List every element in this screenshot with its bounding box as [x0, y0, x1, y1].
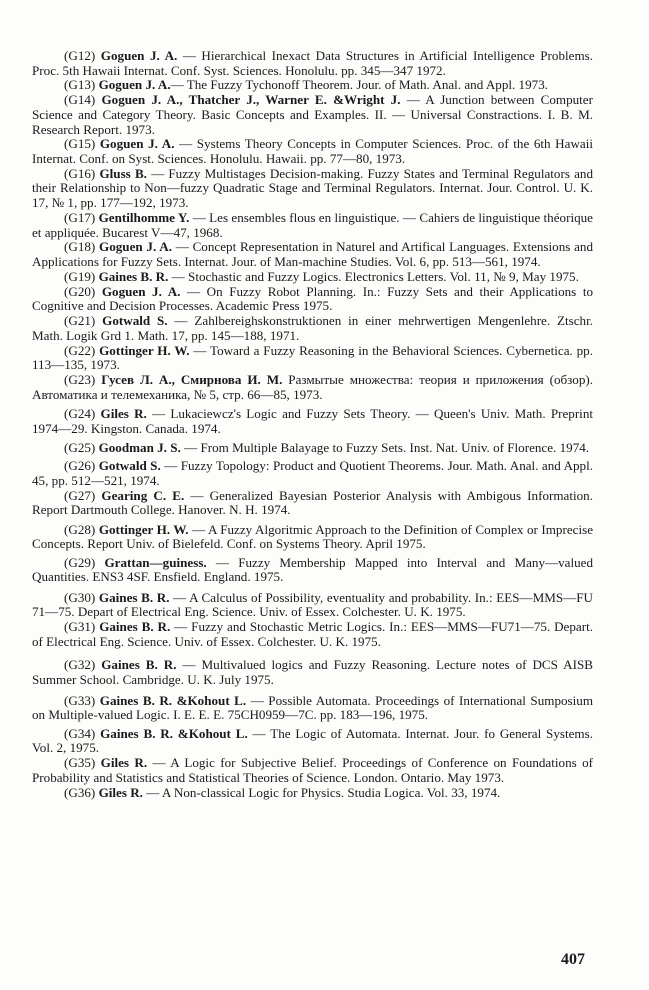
entry-text: — A Junction between Computer Science and Category Theory. Basic Concepts and Examples. II. — Universal Constractions. I. B. M. Research Report. 1973.: [32, 92, 593, 137]
entry-text: — Fuzzy Multistages Decision-making. Fuzzy States and Terminal Regulators and their Relationship to Non—fuzzy Quadratic Stage and Terminal Regulators. Internat. Jour. Control. U. K. 17, № 1, pp. 177—192, 1973.: [32, 165, 593, 211]
entry-text: — Possible Automata. Proceedings of International Sumposium on Multiple-valued Logic. I. E. E. E. 75CH0959—7C. pp. 183—196, 1975.: [32, 692, 593, 723]
entry-text: — Zahlbereighskonstruktionen in einer mehrwertigen Mengenlehre. Ztschr. Math. Logik Grd 1. Math. 17, pp. 145—188, 1971.: [32, 313, 593, 343]
bib-entry: [32, 49, 593, 78]
entry-tag: (G34): [64, 725, 96, 741]
bib-entry: [32, 211, 593, 240]
entry-authors: Goguen J. A.: [99, 136, 175, 152]
entry-text: — A Non-classical Logic for Physics. Studia Logica. Vol. 33, 1974.: [142, 784, 501, 800]
entry-text: — Fuzzy and Stochastic Metric Logics. In.: EES—MMS—FU71—75. Depart. of Electrical Eng. Science. Univ. of Essex. Colchester. U. K. 1975.: [32, 619, 594, 649]
entry-authors: Gaines B. R.: [98, 268, 169, 284]
entry-authors: Giles R.: [100, 406, 147, 422]
entry-text: — The Logic of Automata. Internat. Jour. fo General Systems. Vol. 2, 1975.: [32, 725, 593, 756]
entry-tag: (G21): [64, 313, 96, 329]
bib-entry: [32, 314, 593, 343]
entry-authors: Goguen J. A.: [98, 77, 171, 93]
entry-text: — The Fuzzy Tychonoff Theorem. Jour. of Math. Anal. and Appl. 1973.: [170, 77, 549, 93]
bib-entry: [32, 694, 593, 723]
entry-authors: Gluss B.: [99, 165, 147, 181]
bib-entry: [32, 441, 593, 456]
entry-tag: (G14): [64, 92, 96, 108]
entry-authors: Gaines B. R.: [98, 589, 170, 605]
entry-authors: Goguen J. A.: [99, 239, 172, 255]
entry-tag: (G12): [64, 48, 96, 63]
entry-tag: (G35): [64, 755, 96, 771]
bib-entry: [32, 93, 593, 137]
entry-text: — A Calculus of Possibility, eventuality and probability. In.: EES—MMS—FU 71—75. Depart of Electrical Eng. Science. Univ. of Essex. Colchester. U. K. 1975.: [32, 589, 593, 620]
bib-entry: [32, 285, 593, 314]
entry-authors: Giles R.: [98, 784, 143, 800]
entry-authors: Gaines B. R.: [99, 619, 171, 635]
entry-text: — Generalized Bayesian Posterior Analysis with Ambigous Information. Report Dartmouth College. Hanover. N. H. 1974.: [32, 487, 593, 518]
bib-entry: [32, 727, 593, 756]
bib-entry: [32, 658, 593, 687]
bib-entry: [32, 786, 593, 801]
entry-authors: Gaines B. R.: [101, 657, 177, 673]
entry-authors: Gottinger H. W.: [99, 342, 190, 358]
entry-tag: (G26): [64, 458, 96, 474]
entry-tag: (G27): [64, 487, 96, 503]
entry-authors: Giles R.: [100, 755, 148, 771]
entry-tag: (G22): [64, 342, 96, 358]
bib-entry: [32, 78, 593, 93]
entry-authors: Gentilhomme Y.: [98, 209, 190, 225]
entry-tag: (G36): [64, 784, 96, 800]
bib-entry: [32, 407, 593, 436]
bib-entry: [32, 137, 593, 166]
entry-tag: (G28): [64, 521, 96, 537]
bib-entry: [32, 344, 593, 373]
entry-tag: (G17): [64, 209, 96, 225]
bib-entry: [32, 620, 593, 649]
entry-text: — Concept Representation in Naturel and Artifical Languages. Extensions and Applications for Fuzzy Sets. Internat. Jour. of Man-machine Studies. Vol. 6, pp. 513—561, 1974.: [32, 239, 594, 269]
entry-tag: (G20): [64, 283, 96, 299]
bib-entry: [32, 756, 593, 785]
bib-entry: [32, 240, 593, 269]
entry-text: — Toward a Fuzzy Reasoning in the Behavioral Sciences. Cybernetica. pp. 113—135, 1973.: [32, 342, 593, 373]
bib-entry: [32, 270, 593, 285]
entry-tag: (G15): [64, 136, 96, 152]
entry-text: — A Logic for Subjective Belief. Proceedings of Conference on Foundations of Probability and Statistics and Statistical Theories of Science. London. Ontario. May 1973.: [32, 755, 593, 785]
entry-tag: (G31): [64, 619, 96, 635]
bib-entry: [32, 373, 593, 402]
entry-tag: (G33): [64, 692, 96, 708]
entry-text: — Stochastic and Fuzzy Logics. Electronics Letters. Vol. 11, № 9, May 1975.: [168, 268, 579, 284]
entry-text: — Fuzzy Topology: Product and Quotient Theorems. Jour. Math. Anal. and Appl. 45, pp. 512—521, 1974.: [32, 458, 593, 488]
entry-tag: (G30): [64, 589, 96, 605]
entry-authors: Gotwald S.: [98, 458, 161, 474]
entry-text: — A Fuzzy Algoritmic Approach to the Definition of Complex or Imprecise Concepts. Report Univ. of Bielefeld. Conf. on Systems Theory. April 1975.: [32, 521, 594, 552]
entry-authors: Gottinger H. W.: [98, 521, 189, 537]
entry-tag: (G32): [64, 657, 96, 673]
page-number: 407: [561, 951, 585, 968]
entry-text: — Les ensembles flous en linguistique. — Cahiers de linguistique théorique et appliquée. Bucarest V—47, 1968.: [32, 209, 593, 240]
entry-tag: (G19): [64, 268, 96, 284]
entry-text: — Systems Theory Concepts in Computer Sciences. Proc. of the 6th Hawaii Internat. Conf. on Syst. Sciences. Honolulu. Hawaii. pp. 77—80, 1973.: [32, 136, 593, 166]
entry-authors: Gaines B. R. &Kohout L.: [99, 692, 247, 708]
entry-authors: Gotwald S.: [102, 313, 168, 329]
entry-tag: (G23): [64, 372, 96, 388]
entry-authors: Goguen J. A.: [101, 283, 181, 299]
entry-tag: (G25): [64, 439, 96, 455]
entry-authors: Goguen J. A., Thatcher J., Warner E. &Wright J.: [101, 92, 401, 108]
entry-text: — Lukaciewcz's Logic and Fuzzy Sets Theory. — Queen's Univ. Math. Preprint 1974—29. Kingston. Canada. 1974.: [32, 406, 593, 436]
entry-authors: Goguen J. A.: [100, 48, 178, 63]
entry-text: Размытые множества: теория и приложения (обзор). Автоматика и телемеханика, № 5, стр. 66—85, 1973.: [32, 372, 593, 402]
bib-entry: [32, 523, 593, 552]
entry-text: — Fuzzy Membership Mapped into Interval and Many—valued Quantities. ENS3 4SF. Ensfield. England. 1975.: [32, 554, 593, 585]
entry-authors: Grattan—guiness.: [104, 554, 207, 570]
entry-text: — Hierarchical Inexact Data Structures in Artificial Intelligence Problems. Proc. 5th Hawaii Internat. Conf. Syst. Sciences. Honolulu. pp. 345—347 1972.: [32, 48, 593, 78]
entry-authors: Гусев Л. А., Смирнова И. М.: [101, 372, 283, 388]
bib-entry: [32, 459, 593, 488]
entry-text: — On Fuzzy Robot Planning. In.: Fuzzy Sets and their Applications to Cognitive and Decision Processes. Academic Press 1975.: [32, 283, 594, 314]
entry-tag: (G24): [64, 406, 96, 422]
entry-text: — From Multiple Balayage to Fuzzy Sets. Inst. Nat. Univ. of Florence. 1974.: [180, 439, 590, 455]
bib-entry: [32, 489, 593, 518]
bib-entry: [32, 167, 593, 211]
entry-text: — Multivalued logics and Fuzzy Reasoning. Lecture notes of DCS AISB Summer School. Cambridge. U. K. July 1975.: [32, 657, 594, 687]
bib-entry: [32, 556, 593, 585]
entry-tag: (G29): [64, 554, 96, 570]
entry-authors: Gaines B. R. &Kohout L.: [100, 725, 248, 741]
bib-entry: [32, 591, 593, 620]
entry-authors: Goodman J. S.: [98, 439, 181, 455]
entry-tag: (G13): [64, 77, 96, 93]
bibliography: [32, 49, 593, 801]
entry-tag: (G18): [64, 239, 96, 255]
entry-authors: Gearing C. E.: [101, 487, 185, 503]
entry-tag: (G16): [64, 165, 96, 181]
